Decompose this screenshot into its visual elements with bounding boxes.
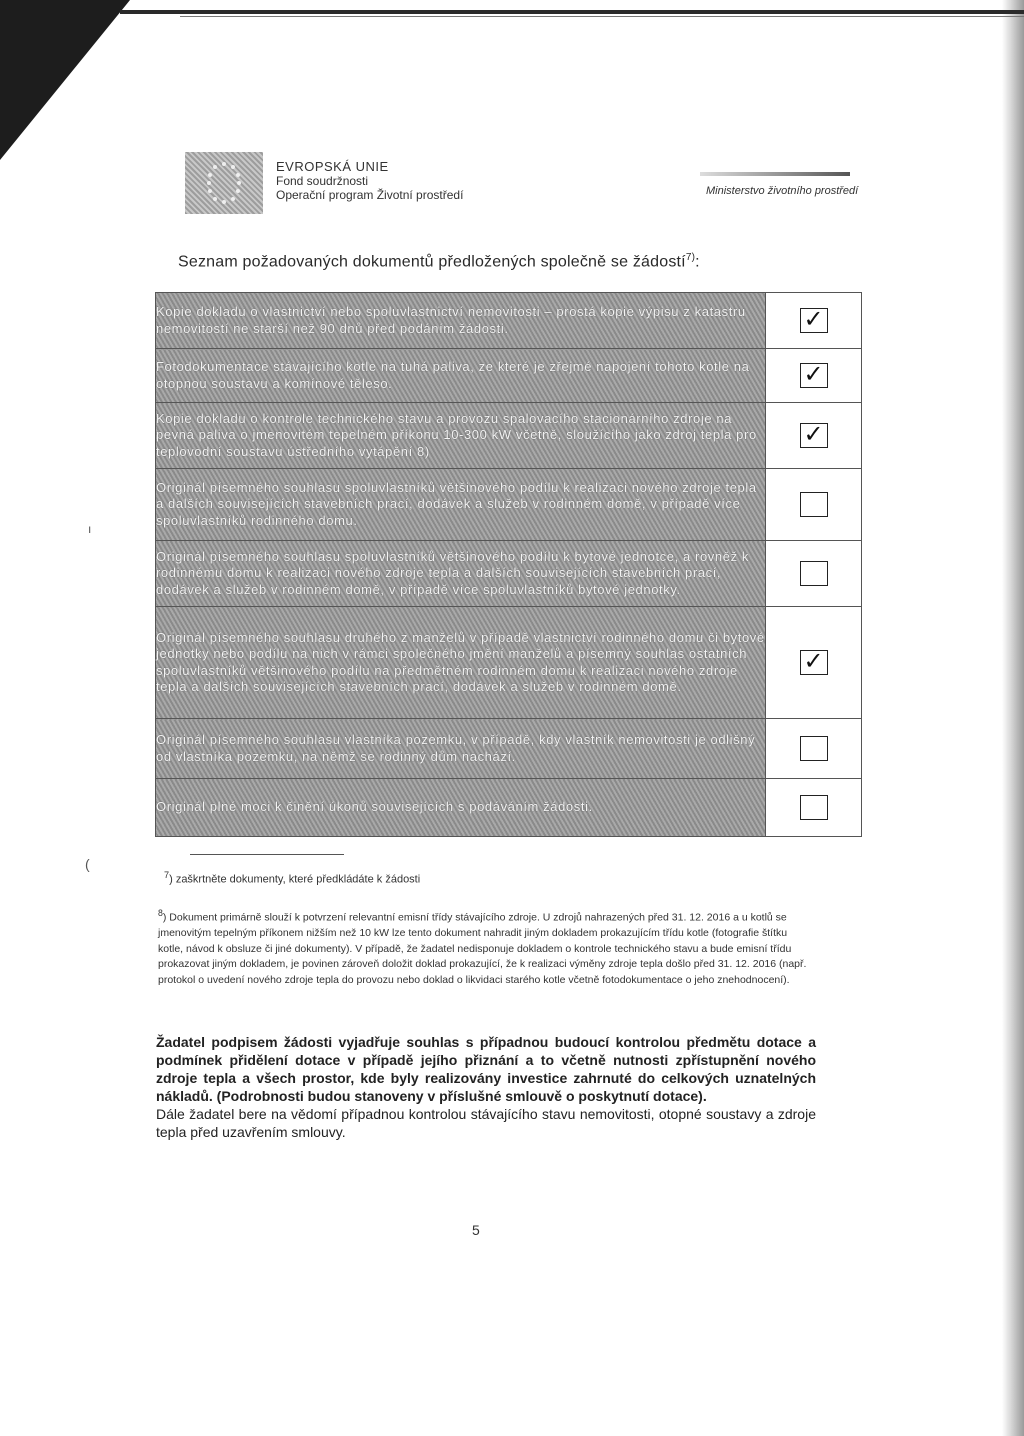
eu-stars-icon	[185, 152, 263, 214]
scan-top-rule	[120, 10, 1024, 14]
checkbox-checked[interactable]	[800, 363, 828, 388]
document-checkbox-cell	[766, 293, 862, 349]
document-label: Originál písemného souhlasu spoluvlastníků většinového podílu k realizaci nového zdroje tepla a dalších souvisejících stavebních prací, dodávek a služeb v rodinném domě, v případě více spoluvlastníků rodinného domu.	[156, 469, 766, 541]
footnote-divider	[190, 854, 344, 855]
footnote-7-text: ) zaškrtněte dokumenty, které předkládáte k žádosti	[169, 873, 421, 886]
declaration-normal: Dále žadatel bere na vědomí případnou kontrolou stávajícího stavu nemovitosti, otopné soustavy a zdroje tepla před uzavřením smlouvy.	[156, 1106, 816, 1140]
checkmark-icon: ✓	[803, 648, 824, 675]
page-title	[178, 252, 700, 271]
document-label: Originál písemného souhlasu spoluvlastníků většinového podílu k bytové jednotce, a rovněž k rodinnému domu k realizaci nového zdroje tepla a dalších souvisejících stavebních prací, dodávek a služeb v rodinném domě, v případě více spoluvlastníků bytové jednotky.	[156, 541, 766, 607]
document-checkbox-cell	[766, 541, 862, 607]
footnote-8	[158, 906, 810, 988]
checkbox-checked[interactable]	[800, 423, 828, 448]
scan-speck: ı	[88, 522, 92, 536]
eu-title: EVROPSKÁ UNIE	[276, 159, 389, 174]
scan-speck: (	[85, 856, 90, 872]
document-checkbox-cell	[766, 349, 862, 403]
page-title-footnote-ref: 7)	[685, 252, 696, 263]
checkmark-icon: ✓	[803, 361, 824, 388]
documents-table-body	[156, 293, 862, 837]
applicant-declaration	[156, 1033, 816, 1141]
footnote-7-marker: 7	[164, 870, 170, 880]
document-row	[156, 779, 862, 837]
checkbox-unchecked[interactable]	[800, 492, 828, 517]
checkbox-checked[interactable]	[800, 650, 828, 675]
document-row	[156, 469, 862, 541]
checkbox-unchecked[interactable]	[800, 795, 828, 820]
document-checkbox-cell	[766, 779, 862, 837]
scan-top-rule-thin	[180, 16, 1024, 17]
eu-header-text	[276, 160, 463, 202]
scan-right-edge	[1002, 0, 1024, 1436]
document-label: Originál plné moci k činění úkonů souvisejících s podáváním žádosti.	[156, 779, 766, 837]
document-label: Originál písemného souhlasu druhého z manželů v případě vlastnictví rodinného domu či bytové jednotky nebo podílu na nich v rámci společného jmění manželů a písemný souhlas ostatních spoluvlastníků většinového podílu na předmětném rodinném domu k realizaci nového zdroje tepla a dalších souvisejících stavebních prací, dodávek a služeb v rodinném domě.	[156, 607, 766, 719]
document-label: Kopie dokladu o kontrole technického stavu a provozu spalovacího stacionárního zdroje na pevná paliva o jmenovitém tepelném příkonu 10-300 kW včetně, sloužícího jako zdroj tepla pro teplovodní soustavu ústředního vytápění 8)	[156, 403, 766, 469]
footnote-7	[164, 870, 420, 886]
declaration-bold: Žadatel podpisem žádosti vyjadřuje souhlas s případnou budoucí kontrolou předmětu dotace a podmínek přidělení dotace v případě jejího přiznání a to včetně nutnosti zpřístupnění nového zdroje tepla a všech prostor, kde byly realizovány investice zahrnuté do celkových uznatelných nákladů. (Podrobnosti budou stanoveny v příslušné smlouvě o poskytnutí dotace).	[156, 1034, 816, 1104]
document-label: Kopie dokladu o vlastnictví nebo spoluvlastnictví nemovitosti – prostá kopie výpisu z katastru nemovitostí ne starší než 90 dnů před podáním žádosti.	[156, 293, 766, 349]
document-row	[156, 719, 862, 779]
checkmark-icon: ✓	[803, 306, 824, 333]
checkbox-checked[interactable]	[800, 308, 828, 333]
scan-corner-fold	[0, 0, 130, 160]
document-row	[156, 349, 862, 403]
document-checkbox-cell	[766, 607, 862, 719]
checkbox-unchecked[interactable]	[800, 561, 828, 586]
page-title-suffix: :	[695, 253, 700, 271]
document-row	[156, 607, 862, 719]
checkbox-unchecked[interactable]	[800, 736, 828, 761]
document-checkbox-cell	[766, 403, 862, 469]
document-checkbox-cell	[766, 469, 862, 541]
documents-table	[155, 292, 862, 837]
document-label: Originál písemného souhlasu vlastníka pozemku, v případě, kdy vlastník nemovitosti je odlišný od vlastníka pozemku, na němž se rodinný dům nachází.	[156, 719, 766, 779]
document-label: Fotodokumentace stávajícího kotle na tuhá paliva, ze které je zřejmé napojení tohoto kotle na otopnou soustavu a komínové těleso.	[156, 349, 766, 403]
document-row	[156, 293, 862, 349]
eu-fund: Fond soudržnosti	[276, 174, 369, 188]
eu-program: Operační program Životní prostředí	[276, 188, 464, 202]
ministry-logo-bar	[700, 172, 850, 176]
document-checkbox-cell	[766, 719, 862, 779]
document-row	[156, 541, 862, 607]
ministry-name: Ministerstvo životního prostředí	[706, 185, 859, 197]
checkmark-icon: ✓	[803, 421, 824, 448]
page-number: 5	[472, 1222, 480, 1238]
eu-flag-logo	[185, 152, 263, 214]
footnote-8-text: ) Dokument primárně slouží k potvrzení relevantní emisní třídy stávajícího zdroje. U zdrojů nahrazených před 31. 12. 2016 a u kotlů se jmenovitým tepelným příkonem nižším než 10 kW lze tento dokument nahradit jiným dokladem prokazujícím třídu kotle (fotografie štítku kotle, návod k obsluze či jiné dokumenty). V případě, že žadatel nedisponuje dokladem o kontrole technického stavu a bude emisní třídu prokazovat jiným dokladem, je povinen zároveň doložit doklad prokazující, že k realizaci výměny zdroje tepla došlo před 31. 12. 2016 (např. protokol o uvedení nového zdroje tepla do provozu nebo doklad o likvidaci starého kotle včetně fotodokumentace o jeho znehodnocení).	[158, 911, 807, 986]
document-row	[156, 403, 862, 469]
page-title-text: Seznam požadovaných dokumentů předložených společně se žádostí	[178, 253, 686, 271]
footnote-8-marker: 8	[158, 908, 163, 918]
